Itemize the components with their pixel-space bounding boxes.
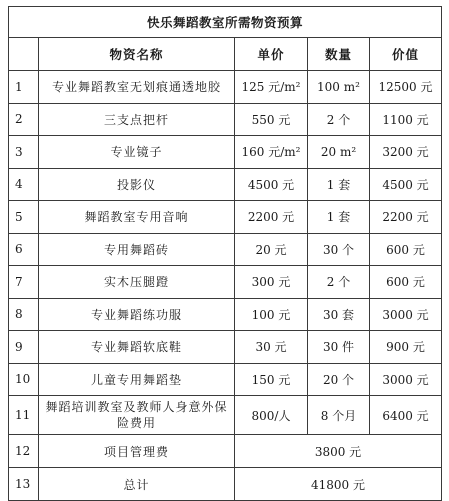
item-value: 600 元	[370, 233, 442, 266]
item-name: 专用舞蹈砖	[39, 233, 235, 266]
header-value: 价值	[370, 38, 442, 71]
table-row	[9, 201, 442, 234]
item-value: 3200 元	[370, 136, 442, 169]
budget-table	[8, 6, 442, 501]
table-row	[9, 136, 442, 169]
item-price: 4500 元	[235, 168, 308, 201]
item-price: 550 元	[235, 103, 308, 136]
summary-label: 总计	[39, 468, 235, 501]
item-price: 125 元/m²	[235, 71, 308, 104]
header-price: 单价	[235, 38, 308, 71]
summary-amount: 41800 元	[235, 468, 442, 501]
item-quantity: 20 m²	[308, 136, 370, 169]
table-header-row	[9, 38, 442, 71]
row-number: 13	[9, 468, 39, 501]
item-price: 150 元	[235, 363, 308, 396]
row-number: 4	[9, 168, 39, 201]
table-row	[9, 233, 442, 266]
item-value: 1100 元	[370, 103, 442, 136]
row-number: 10	[9, 363, 39, 396]
item-price: 20 元	[235, 233, 308, 266]
row-number: 2	[9, 103, 39, 136]
item-value: 3000 元	[370, 298, 442, 331]
table-row	[9, 396, 442, 435]
item-quantity: 2 个	[308, 103, 370, 136]
header-name: 物资名称	[39, 38, 235, 71]
item-quantity: 1 套	[308, 168, 370, 201]
row-number: 6	[9, 233, 39, 266]
table-row	[9, 168, 442, 201]
header-quantity: 数量	[308, 38, 370, 71]
item-name: 专业镜子	[39, 136, 235, 169]
row-number: 11	[9, 396, 39, 435]
row-number: 5	[9, 201, 39, 234]
item-quantity: 30 件	[308, 331, 370, 364]
item-value: 4500 元	[370, 168, 442, 201]
item-value: 2200 元	[370, 201, 442, 234]
item-value: 900 元	[370, 331, 442, 364]
item-price: 160 元/m²	[235, 136, 308, 169]
item-price: 100 元	[235, 298, 308, 331]
item-quantity: 8 个月	[308, 396, 370, 435]
table-row	[9, 103, 442, 136]
table-row	[9, 266, 442, 299]
item-price: 2200 元	[235, 201, 308, 234]
item-value: 3000 元	[370, 363, 442, 396]
item-price: 800/人	[235, 396, 308, 435]
item-name: 实木压腿蹬	[39, 266, 235, 299]
table-title: 快乐舞蹈教室所需物资预算	[9, 7, 442, 38]
table-row	[9, 331, 442, 364]
item-quantity: 2 个	[308, 266, 370, 299]
item-name: 舞蹈培训教室及教师人身意外保险费用	[39, 396, 235, 435]
item-value: 6400 元	[370, 396, 442, 435]
header-index	[9, 38, 39, 71]
row-number: 12	[9, 435, 39, 468]
table-row	[9, 298, 442, 331]
summary-row-management-fee	[9, 435, 442, 468]
row-number: 7	[9, 266, 39, 299]
table-row	[9, 363, 442, 396]
row-number: 8	[9, 298, 39, 331]
item-quantity: 30 套	[308, 298, 370, 331]
item-name: 专业舞蹈教室无划痕通透地胶	[39, 71, 235, 104]
table-row	[9, 71, 442, 104]
item-name: 投影仪	[39, 168, 235, 201]
item-quantity: 100 m²	[308, 71, 370, 104]
item-value: 12500 元	[370, 71, 442, 104]
item-name: 儿童专用舞蹈垫	[39, 363, 235, 396]
item-name: 专业舞蹈软底鞋	[39, 331, 235, 364]
item-price: 300 元	[235, 266, 308, 299]
row-number: 3	[9, 136, 39, 169]
row-number: 1	[9, 71, 39, 104]
item-name: 专业舞蹈练功服	[39, 298, 235, 331]
item-quantity: 20 个	[308, 363, 370, 396]
item-name: 三支点把杆	[39, 103, 235, 136]
summary-label: 项目管理费	[39, 435, 235, 468]
item-quantity: 30 个	[308, 233, 370, 266]
row-number: 9	[9, 331, 39, 364]
summary-row-total	[9, 468, 442, 501]
item-value: 600 元	[370, 266, 442, 299]
table-title-row	[9, 7, 442, 38]
summary-amount: 3800 元	[235, 435, 442, 468]
item-price: 30 元	[235, 331, 308, 364]
item-name: 舞蹈教室专用音响	[39, 201, 235, 234]
item-quantity: 1 套	[308, 201, 370, 234]
